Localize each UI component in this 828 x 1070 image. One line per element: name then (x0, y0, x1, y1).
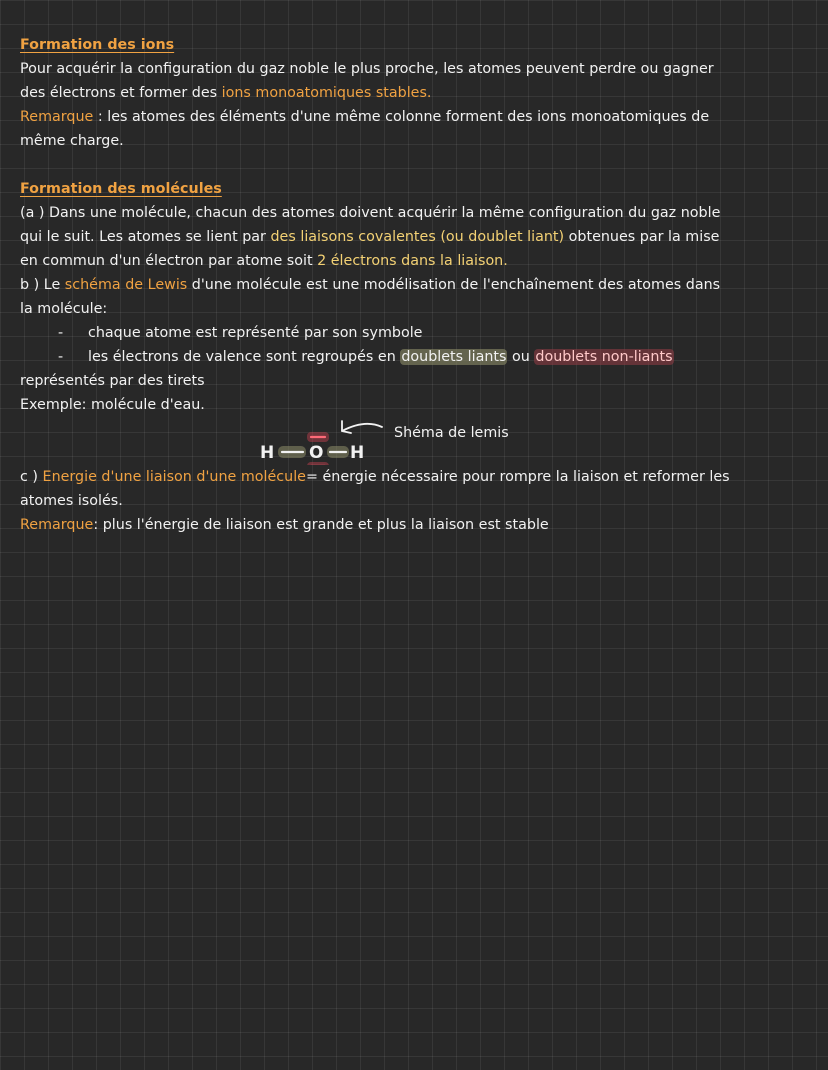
paragraph-line: atomes isolés. (20, 493, 123, 509)
paragraph-line: des électrons et former des ions monoatomiques stables. (20, 85, 432, 101)
highlight-text: ions monoatomiques stables. (221, 85, 432, 101)
list-item: - chaque atome est représenté par son symbole (20, 321, 810, 345)
paragraph-line: représentés par des tirets (20, 373, 205, 389)
list-item: - les électrons de valence sont regroupés en doublets liants ou doublets non-liants (20, 345, 810, 369)
remark-label: Remarque (20, 109, 94, 125)
bullet-dash: - (58, 325, 64, 341)
paragraph-line: c ) Energie d'une liaison d'une molécule= énergie nécessaire pour rompre la liaison et reformer les (20, 469, 730, 485)
paragraph-line: en commun d'un électron par atome soit 2 électrons dans la liaison. (20, 253, 508, 269)
highlight-text: 2 électrons dans la liaison. (317, 253, 508, 269)
paragraph-line: b ) Le schéma de Lewis d'une molécule est une modélisation de l'enchaînement des atomes dans (20, 277, 721, 293)
bullet-dash: - (58, 349, 64, 365)
lewis-diagram (20, 417, 810, 465)
paragraph-line: la molécule: (20, 301, 108, 317)
remark-line: Remarque : les atomes des éléments d'une même colonne forment des ions monoatomiques de (20, 109, 710, 125)
highlight-text: des liaisons covalentes (ou doublet liant) (270, 229, 565, 245)
highlight-text: schéma de Lewis (64, 277, 188, 293)
lewis-label: Shéma de lemis (394, 425, 509, 441)
atom-h-left: H (260, 443, 275, 463)
highlight-doublets-liants: doublets liants (401, 349, 507, 365)
arrow-icon (342, 424, 382, 431)
remark-line: Remarque: plus l'énergie de liaison est grande et plus la liaison est stable (20, 517, 549, 533)
paragraph-line: qui le suit. Les atomes se lient par des liaisons covalentes (ou doublet liant) obtenues par la mise (20, 229, 720, 245)
section-title-molecules: Formation des molécules (20, 181, 222, 197)
atom-h-right: H (350, 443, 365, 463)
notes-page (20, 33, 810, 537)
highlight-doublets-non-liants: doublets non-liants (535, 349, 673, 365)
remark-line: même charge. (20, 133, 124, 149)
example-line: Exemple: molécule d'eau. (20, 397, 205, 413)
paragraph-line: (a ) Dans une molécule, chacun des atomes doivent acquérir la même configuration du gaz noble (20, 205, 721, 221)
highlight-text: Energie d'une liaison d'une molécule (42, 469, 306, 485)
remark-label: Remarque (20, 517, 94, 533)
atom-o: O (309, 443, 324, 463)
section-title-ions: Formation des ions (20, 37, 175, 53)
paragraph-line: Pour acquérir la configuration du gaz noble le plus proche, les atomes peuvent perdre ou gagner (20, 61, 714, 77)
